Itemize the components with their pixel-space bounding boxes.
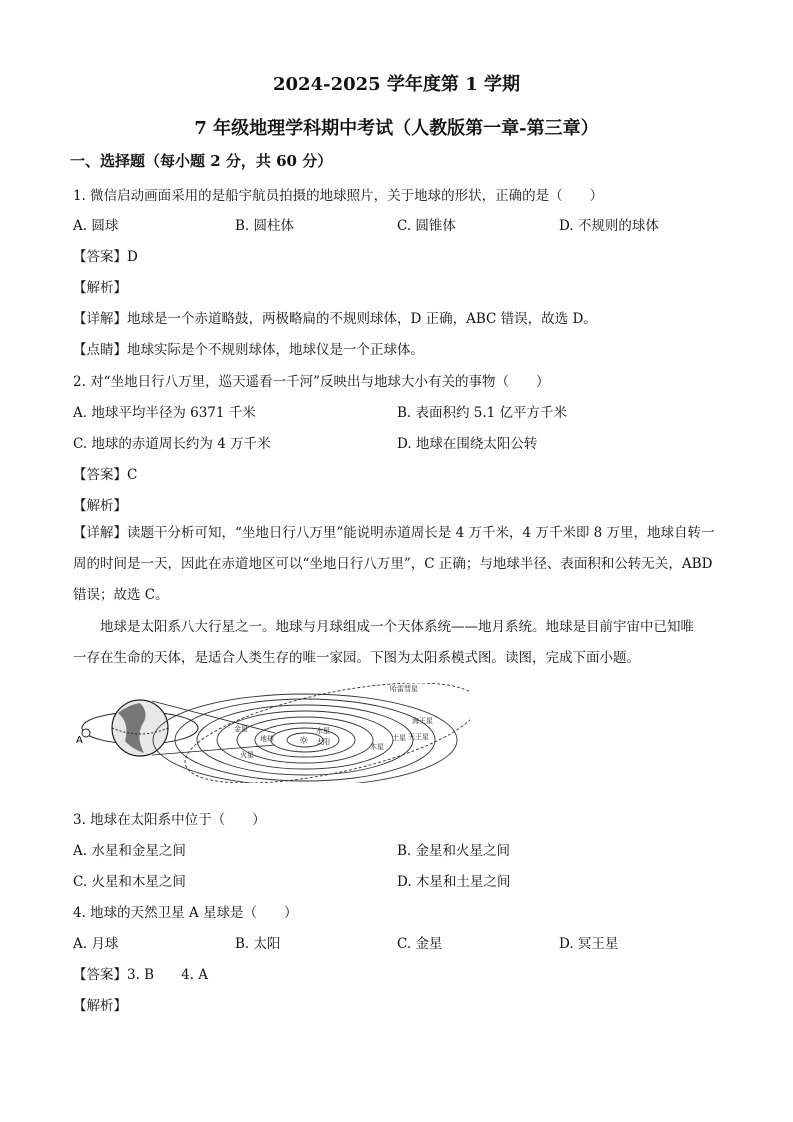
q4-option-c: C. 金星 [397, 936, 443, 952]
connector-top [152, 701, 275, 733]
q1-option-c: C. 圆锥体 [397, 218, 456, 234]
q4-option-b: B. 太阳 [235, 936, 281, 952]
q2-answer: 【答案】C [73, 467, 138, 483]
label-mars: 火星 [240, 751, 254, 759]
q1-option-d: D. 不规则的球体 [559, 218, 659, 234]
label-saturn: 土星 [392, 734, 406, 742]
intro-line1: 地球是太阳系八大行星之一。地球与月球组成一个天体系统——地月系统。地球是目前宇宙中已知唯 [100, 619, 694, 635]
connector-bottom [152, 745, 275, 755]
q2-option-d: D. 地球在围绕太阳公转 [397, 436, 538, 452]
exam-title-line1: 2024-2025 学年度第 1 学期 [273, 74, 520, 95]
sun-icon: ☼ [299, 734, 309, 747]
q3-option-c: C. 火星和木星之间 [73, 874, 186, 890]
q3-option-b: B. 金星和火星之间 [397, 843, 511, 859]
q1-tip: 【点睛】地球实际是个不规则球体，地球仪是一个正球体。 [73, 342, 424, 358]
label-jupiter: 木星 [370, 743, 384, 751]
q1-stem: 1. 微信启动画面采用的是船宇航员拍摄的地球照片，关于地球的形状，正确的是（ ） [73, 188, 604, 204]
q1-answer: 【答案】D [73, 249, 138, 265]
q2-detail [73, 518, 723, 611]
q4-option-a: A. 月球 [73, 936, 119, 952]
intro-paragraph [73, 612, 723, 674]
q3-stem: 3. 地球在太阳系中位于（ ） [73, 812, 266, 828]
q4-option-d: D. 冥王星 [559, 936, 619, 952]
q4-analysis-label: 【解析】 [73, 998, 127, 1014]
q2-option-c: C. 地球的赤道周长约为 4 万千米 [73, 436, 271, 452]
label-sun: 太阳 [316, 738, 330, 746]
q3-option-a: A. 水星和金星之间 [73, 843, 186, 859]
label-earth: 地球 [260, 735, 274, 743]
q2-detail-line2: 周的时间是一天，因此在赤道地区可以“坐地日行八万里”，C 正确；与地球半径、表面积和公转无关，ABD [73, 556, 713, 572]
q1-detail: 【详解】地球是一个赤道略鼓，两极略扁的不规则球体，D 正确，ABC 错误，故选 D。 [73, 311, 597, 327]
section-heading: 一、选择题（每小题 2 分，共 60 分） [70, 152, 333, 170]
q4-answer: 【答案】3. B 4. A [73, 967, 209, 983]
q1-option-a: A. 圆球 [73, 218, 119, 234]
q2-option-a: A. 地球平均半径为 6371 千米 [73, 405, 256, 421]
moon-a [82, 729, 90, 737]
label-neptune: 海王星 [412, 717, 433, 725]
q4-stem: 4. 地球的天然卫星 A 星球是（ ） [73, 905, 298, 921]
q2-detail-line1: 【详解】读题干分析可知，“坐地日行八万里”能说明赤道周长是 4 万千米，4 万千米即 8 万里，地球自转一 [73, 525, 715, 541]
label-halley: 哈雷彗星 [390, 685, 418, 693]
exam-title-line2: 7 年级地理学科期中考试（人教版第一章-第三章） [194, 118, 599, 139]
intro-line2: 一存在生命的天体，是适合人类生存的唯一家园。下图为太阳系模式图。读图，完成下面小题。 [73, 650, 640, 666]
label-venus: 金星 [234, 725, 248, 733]
label-a: A [76, 735, 83, 746]
q2-option-b: B. 表面积约 5.1 亿平方千米 [397, 405, 568, 421]
q2-stem: 2. 对“坐地日行八万里，巡天遥看一千河”反映出与地球大小有关的事物（ ） [73, 374, 550, 390]
q1-option-b: B. 圆柱体 [235, 218, 295, 234]
solar-system-diagram [70, 683, 470, 783]
q3-option-d: D. 木星和土星之间 [397, 874, 511, 890]
q1-analysis-label: 【解析】 [73, 280, 127, 296]
q2-analysis-label: 【解析】 [73, 498, 127, 514]
q2-detail-line3: 错误；故选 C。 [73, 587, 169, 603]
label-uranus: 天王星 [408, 733, 429, 741]
label-mercury: 水星 [316, 727, 330, 735]
